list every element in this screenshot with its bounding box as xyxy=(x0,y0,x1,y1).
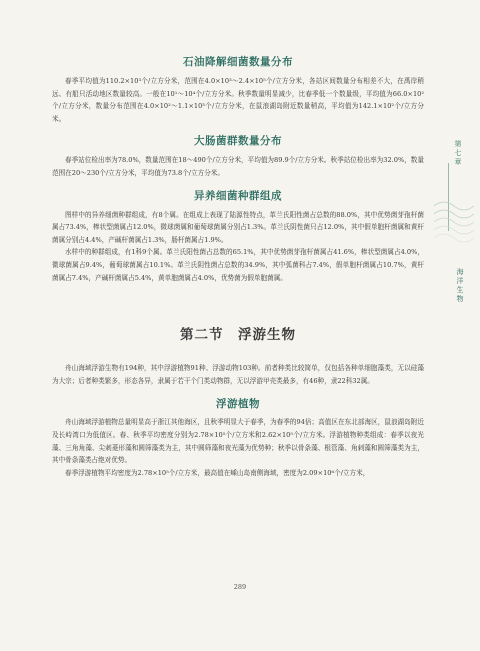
paragraph-plankton-intro: 舟山海域浮游生物有194种，其中浮游植物91种、浮游动物103种。前者种类比较简单，仅包括各种单细胞藻类，无以硅藻为大宗；后者种类繁多，形态各异，隶属于若干个门类动物群，无以浮游甲壳类最多，有46种，隶22科32属。 xyxy=(52,364,424,385)
side-chapter-label: 第七章 xyxy=(454,140,462,167)
page-content xyxy=(52,55,424,479)
paragraph-coliform: 春季站位检出率为78.0%，数量范围在18～490个/立方分米，平均值为89.9个/立方分米。秋季站位检出率为32.0%，数量范围在20～230个/立方分米，平均值为73.8个/立方分米。 xyxy=(52,156,424,177)
page-number: 289 xyxy=(233,583,247,591)
heading-heterotrophic-bacteria: 异养细菌种群组成 xyxy=(194,189,282,202)
paragraph-water-taxa: 水样中的种群组成，有1科9个属。革兰氏阳性菌占总数的65.1%，其中优势菌芽孢杆菌属占41.6%，棒状型菌属占4.0%，微球菌属占9.4%，葡萄球菌属占10.1%。革兰氏阴性菌占总数的34.9%，其中弧菌科占7.4%，假单胞杆菌属占10.7%，黄杆菌属占7.4%，产碱杆菌属占5.4%，黄单胞菌属占4.0%，优势菌为假单胞菌属。 xyxy=(52,248,424,282)
paragraph-sediment-taxa: 图样中的异养细菌种群组成，有8个属。在组成上表现了陆源性特点，革兰氏阳性菌占总数的88.0%，其中优势菌芽孢杆菌属占73.4%，棒状型菌属占12.0%，微球菌属和葡萄球菌属分别占1.3%。革兰氏阴性菌只占12.0%，其中假单胞杆菌属和黄杆菌属分别占4.4%，产碱杆菌属占1.3%，肠杆菌属占1.9%。 xyxy=(52,210,424,244)
heading-phytoplankton: 浮游植物 xyxy=(216,398,260,411)
wave-decoration-icon xyxy=(432,196,476,246)
heading-coliform: 大肠菌群数量分布 xyxy=(194,135,282,148)
paragraph-oil-bacteria: 春季平均值为110.2×10³个/立方分米，范围在4.0×10³～2.4×10⁵个/立方分米，各站区间数量分布相差不大，在禹岸稍远、有船只活动地区数量较高。一般在10¹～10⁴个/立方分米。秋季数量明显减少，比春季低一个数量级，平均值为66.0×10²个/立方分米，数量分布范围在4.0×10²～1.1×10³个/立方分米，在鼠浪湖岛附近数量稍高，平均值为142.1×10²个/立方分米。 xyxy=(52,77,424,123)
heading-oil-bacteria: 石油降解细菌数量分布 xyxy=(183,56,293,68)
section-title-plankton: 第二节 浮游生物 xyxy=(180,327,296,344)
side-chapter-title: 海洋生物 xyxy=(456,268,464,304)
paragraph-phytoplankton-overview: 舟山海域浮游植物总量明显高于浙江其他海区，且秋季明显大于春季，为春季的94倍；高值区在东北部海区，鼠浪湖岛附近及长峙湾口为低值区。春、秋季平均密度分别为2.78×10⁵个/立方米和2.62×10⁵个/立方米。浮游植物种类组成：春季以夜光藻、三角角藻、尖刺菱形藻和圆筛藻类为主，其中圆筛藻和夜光藻为优势种；秋季以骨条藻、根管藻、角刺藻和圆筛藻类为主，其中骨条藻类占绝对优势。 xyxy=(52,418,424,465)
paragraph-phytoplankton-spring: 春季浮游植物平均密度为2.78×10⁵个/立方米，最高值在嵊山岛南侧海域，密度为2.09×10⁶个/立方米， xyxy=(65,468,370,477)
